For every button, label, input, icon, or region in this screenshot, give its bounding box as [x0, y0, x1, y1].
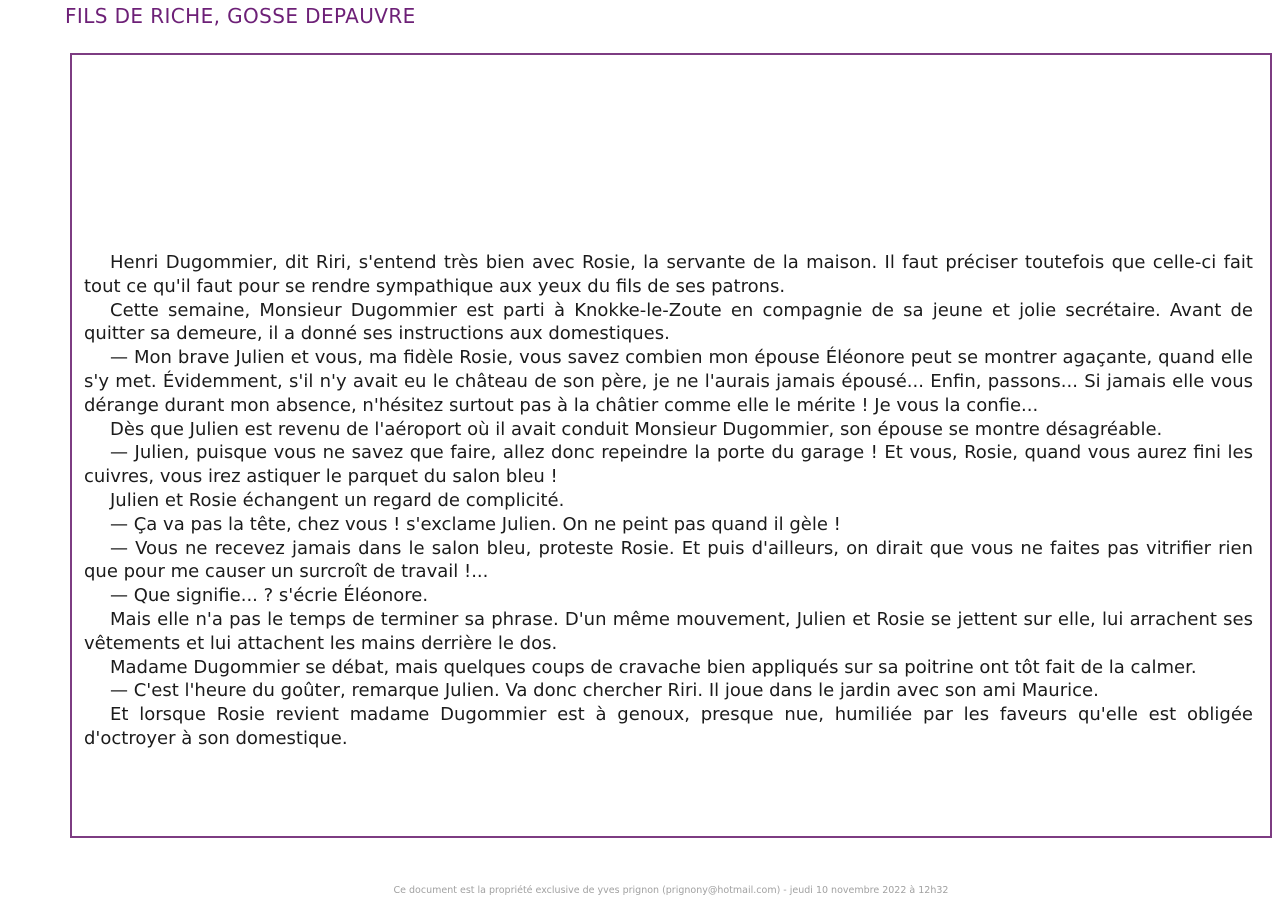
story-paragraph: — C'est l'heure du goûter, remarque Julien. Va donc chercher Riri. Il joue dans le jardin avec son ami Maurice.	[110, 680, 1099, 702]
story-paragraph: — Ça va pas la tête, chez vous ! s'exclame Julien. On ne peint pas quand il gèle !	[110, 513, 841, 535]
story-paragraph: — Mon brave Julien et vous, ma fidèle Rosie, vous savez combien mon épouse Éléonore peut se montrer agaçante, quand elle s'y met. Évidemment, s'il n'y avait eu le château de son père, je ne l'aurais jamais épousé... Enfin, passons... Si jamais elle vous dérange durant mon absence, n'hésitez surtout pas à la châtier comme elle le mérite ! Je vous la confie...	[84, 347, 1253, 416]
footer-note: Ce document est la propriété exclusive de yves prignon (prignony@hotmail.com) - jeudi 10 novembre 2022 à 12h32	[393, 885, 949, 896]
story-paragraph: Madame Dugommier se débat, mais quelques coups de cravache bien appliqués sur sa poitrine ont tôt fait de la calmer.	[110, 656, 1197, 678]
story-paragraph: — Julien, puisque vous ne savez que faire, allez donc repeindre la porte du garage ! Et vous, Rosie, quand vous aurez fini les cuivres, vous irez astiquer le parquet du salon bleu !	[84, 442, 1253, 488]
story-paragraph: Julien et Rosie échangent un regard de complicité.	[110, 489, 565, 511]
story-text	[84, 251, 1253, 751]
story-paragraph: — Vous ne recevez jamais dans le salon bleu, proteste Rosie. Et puis d'ailleurs, on dirait que vous ne faites pas vitrifier rien que pour me causer un surcroît de travail !...	[84, 537, 1253, 583]
story-frame	[70, 53, 1272, 838]
story-paragraph: Henri Dugommier, dit Riri, s'entend très bien avec Rosie, la servante de la maison. Il faut préciser toutefois que celle-ci fait tout ce qu'il faut pour se rendre sympathique aux yeux du fils de ses patrons.	[84, 252, 1253, 297]
page-title: FILS DE RICHE, GOSSE DEPAUVRE	[65, 4, 416, 28]
story-paragraph: Cette semaine, Monsieur Dugommier est parti à Knokke-le-Zoute en compagnie de sa jeune et jolie secrétaire. Avant de quitter sa demeure, il a donné ses instructions aux domestiques.	[84, 299, 1253, 345]
story-paragraph: Dès que Julien est revenu de l'aéroport où il avait conduit Monsieur Dugommier, son épouse se montre désagréable.	[110, 418, 1163, 440]
story-paragraph: Mais elle n'a pas le temps de terminer sa phrase. D'un même mouvement, Julien et Rosie se jettent sur elle, lui arrachent ses vêtements et lui attachent les mains derrière le dos.	[84, 608, 1253, 654]
story-paragraph: Et lorsque Rosie revient madame Dugommier est à genoux, presque nue, humiliée par les faveurs qu'elle est obligée d'octroyer à son domestique.	[84, 704, 1253, 749]
frame-top-space	[72, 55, 1270, 251]
story-paragraph: — Que signifie... ? s'écrie Éléonore.	[110, 585, 429, 607]
